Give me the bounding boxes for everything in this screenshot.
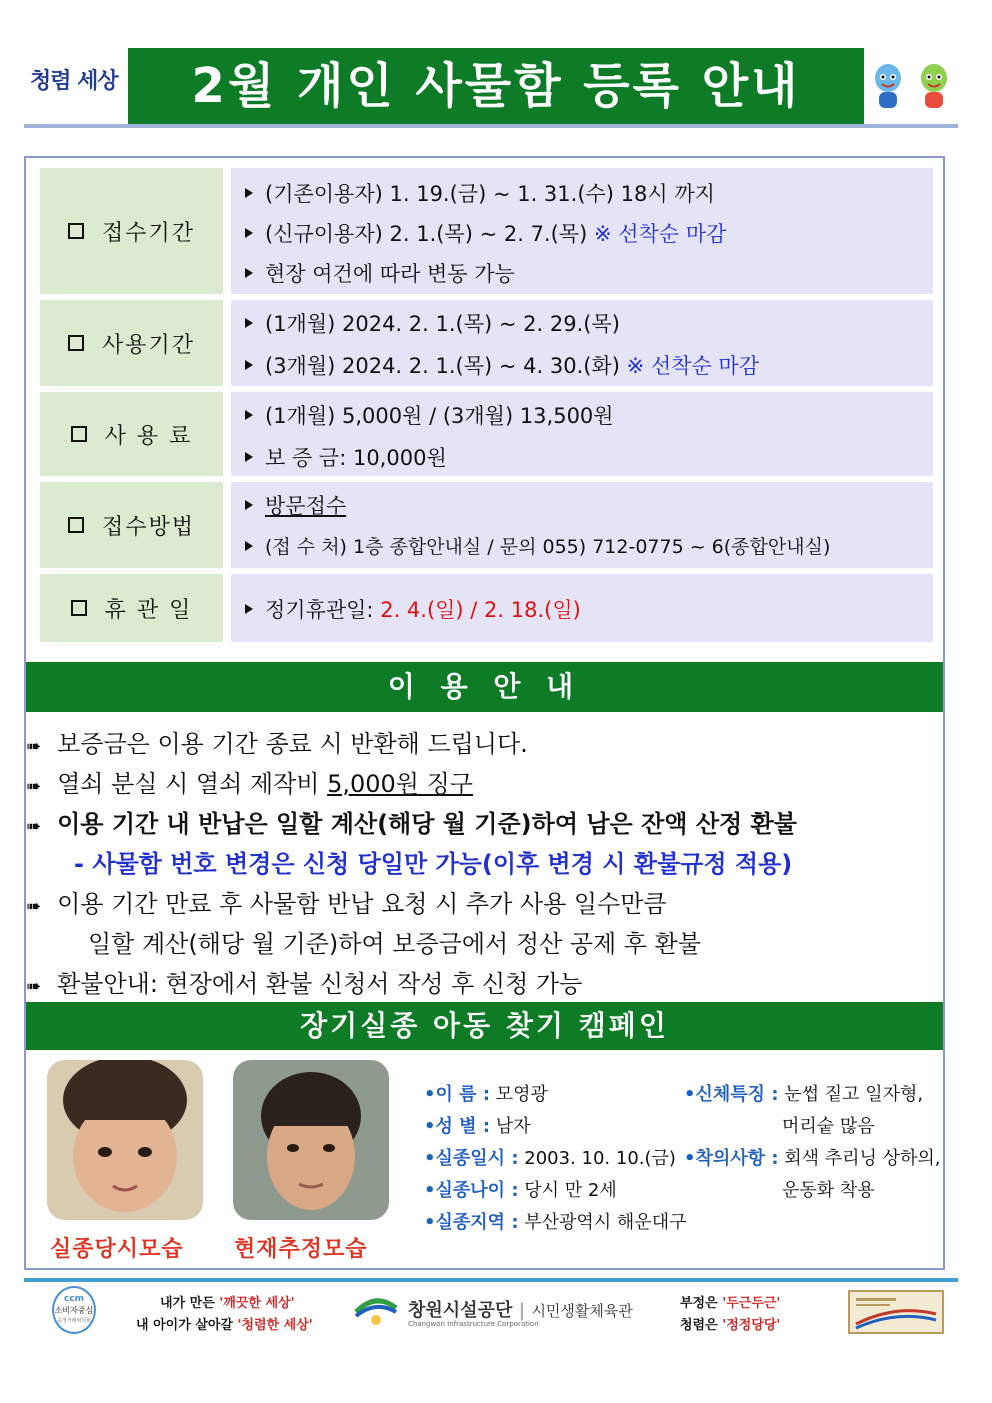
photo-caption-now: 현재추정모습 xyxy=(234,1237,368,1262)
header-rule xyxy=(24,124,958,128)
row-label: 휴 관 일 xyxy=(40,574,223,642)
usage-item: ➠ 보증금은 이용 기간 종료 시 반환해 드립니다. xyxy=(26,730,528,758)
page-title: 2월 개인 사물함 등록 안내 xyxy=(128,48,864,124)
triangle-bullet-icon xyxy=(245,541,253,551)
row-body xyxy=(231,168,933,294)
footer-rule xyxy=(24,1278,958,1282)
ccm-logo: ccm 소비자중심 공정거래위원회 xyxy=(52,1286,96,1334)
row-body xyxy=(231,392,933,476)
missing-location: •실종지역 : 부산광역시 해운대구 xyxy=(424,1212,687,1233)
triangle-bullet-icon xyxy=(245,188,253,198)
usage-item: ➠ 이용 기간 만료 후 사물함 반납 요청 시 추가 사용 일수만큼 xyxy=(26,890,667,918)
info-line: 정기휴관일: 2. 4.(일) / 2. 18.(일) xyxy=(245,594,581,624)
missing-gender: •성 별 : 남자 xyxy=(424,1116,531,1137)
row-label: 사용기간 xyxy=(40,300,223,386)
arrow-bullet-icon: ➠ xyxy=(26,776,42,797)
info-line: (신규이용자) 2. 1.(목) ~ 2. 7.(목) ※ 선착순 마감 xyxy=(245,218,726,248)
mascot-illustration xyxy=(866,58,958,118)
org-english-name: Changwon Infrastructure Corporation xyxy=(408,1320,539,1328)
row-body xyxy=(231,300,933,386)
missing-date: •실종일시 : 2003. 10. 10.(금) xyxy=(424,1148,676,1169)
info-line: 현장 여건에 따라 변동 가능 xyxy=(245,258,515,288)
info-line: 방문접수 xyxy=(245,490,346,520)
arrow-bullet-icon: ➠ xyxy=(26,736,42,757)
usage-guide-title: 이 용 안 내 xyxy=(26,662,943,712)
row-body xyxy=(231,574,933,642)
info-line: (3개월) 2024. 2. 1.(목) ~ 4. 30.(화) ※ 선착순 마감 xyxy=(245,350,759,380)
triangle-bullet-icon xyxy=(245,410,253,420)
info-line: (1개월) 5,000원 / (3개월) 13,500원 xyxy=(245,400,614,430)
checkbox-icon xyxy=(71,426,87,442)
closed-dates: 2. 4.(일) / 2. 18.(일) xyxy=(380,598,581,622)
certification-badge-icon xyxy=(848,1290,944,1334)
missing-age: •실종나이 : 당시 만 2세 xyxy=(424,1180,617,1201)
row-label: 사 용 료 xyxy=(40,392,223,476)
info-row-usage-period xyxy=(40,300,933,386)
row-body xyxy=(231,482,933,568)
row-label: 접수기간 xyxy=(40,168,223,294)
info-row-fee xyxy=(40,392,933,476)
missing-name: •이 름 : 모영광 xyxy=(424,1084,548,1105)
usage-item: ➠ 환불안내: 현장에서 환불 신청서 작성 후 신청 가능 xyxy=(26,970,583,998)
mascot-green-icon xyxy=(916,62,952,112)
checkbox-icon xyxy=(68,335,84,351)
clothing: •착의사항 : 회색 추리닝 상하의, xyxy=(684,1148,941,1169)
child-photo-now xyxy=(233,1060,389,1220)
info-row-reception-period xyxy=(40,168,933,294)
triangle-bullet-icon xyxy=(245,604,253,614)
footer-slogan-2: 내 아이가 살아갈 '청렴한 세상' xyxy=(136,1318,313,1333)
child-photo-then xyxy=(47,1060,203,1220)
usage-item: ➠ 이용 기간 내 반납은 일할 계산(해당 월 기준)하여 남은 잔액 산정 환불 xyxy=(26,810,797,838)
footer-slogan-3: 부정은 '두근두근' xyxy=(680,1296,781,1311)
triangle-bullet-icon xyxy=(245,228,253,238)
triangle-bullet-icon xyxy=(245,268,253,278)
info-line: (1개월) 2024. 2. 1.(목) ~ 2. 29.(목) xyxy=(245,308,620,338)
usage-item-continued: 일할 계산(해당 월 기준)하여 보증금에서 정산 공제 후 환불 xyxy=(88,930,701,958)
child-face-icon xyxy=(47,1060,203,1220)
info-line: (기존이용자) 1. 19.(금) ~ 1. 31.(수) 18시 까지 xyxy=(245,178,715,208)
usage-item: ➠ 열쇠 분실 시 열쇠 제작비 5,000원 징구 xyxy=(26,770,473,798)
triangle-bullet-icon xyxy=(245,318,253,328)
photo-caption-then: 실종당시모습 xyxy=(50,1237,184,1262)
checkbox-icon xyxy=(68,223,84,239)
arrow-bullet-icon: ➠ xyxy=(26,896,42,917)
corporation-logo-icon xyxy=(352,1294,400,1328)
info-line: (접 수 처) 1층 종합안내실 / 문의 055) 712-0775 ~ 6(종합안내실) xyxy=(245,532,830,559)
info-row-closed-days xyxy=(40,574,933,642)
arrow-bullet-icon: ➠ xyxy=(26,816,42,837)
integrity-logo xyxy=(30,64,126,108)
triangle-bullet-icon xyxy=(245,500,253,510)
checkbox-icon xyxy=(71,600,87,616)
usage-subitem: - 사물함 번호 변경은 신청 당일만 가능(이후 변경 시 환불규정 적용) xyxy=(74,850,793,878)
info-line: 보 증 금: 10,000원 xyxy=(245,442,447,472)
youth-face-icon xyxy=(233,1060,389,1220)
physical-features-cont: 머리숱 많음 xyxy=(782,1116,875,1137)
clothing-cont: 운동화 착용 xyxy=(782,1180,875,1201)
footer-slogan-4: 청렴은 '정정당당' xyxy=(680,1318,781,1333)
campaign-title: 장기실종 아동 찾기 캠페인 xyxy=(26,1002,943,1050)
integrity-logo-text: 청렴 세상 xyxy=(30,68,118,94)
row-label: 접수방법 xyxy=(40,482,223,568)
info-row-method xyxy=(40,482,933,568)
physical-features: •신체특징 : 눈썹 짙고 일자형, xyxy=(684,1084,924,1105)
org-name: 창원시설공단 | 시민생활체육관 xyxy=(408,1300,633,1321)
first-come-note: ※ 선착순 마감 xyxy=(593,222,727,246)
mascot-blue-icon xyxy=(870,62,906,112)
triangle-bullet-icon xyxy=(245,452,253,462)
header xyxy=(24,42,958,128)
triangle-bullet-icon xyxy=(245,360,253,370)
footer-slogan-1: 내가 만든 '깨끗한 세상' xyxy=(160,1296,295,1311)
checkbox-icon xyxy=(68,517,84,533)
first-come-note: ※ 선착순 마감 xyxy=(626,354,760,378)
arrow-bullet-icon: ➠ xyxy=(26,976,42,997)
